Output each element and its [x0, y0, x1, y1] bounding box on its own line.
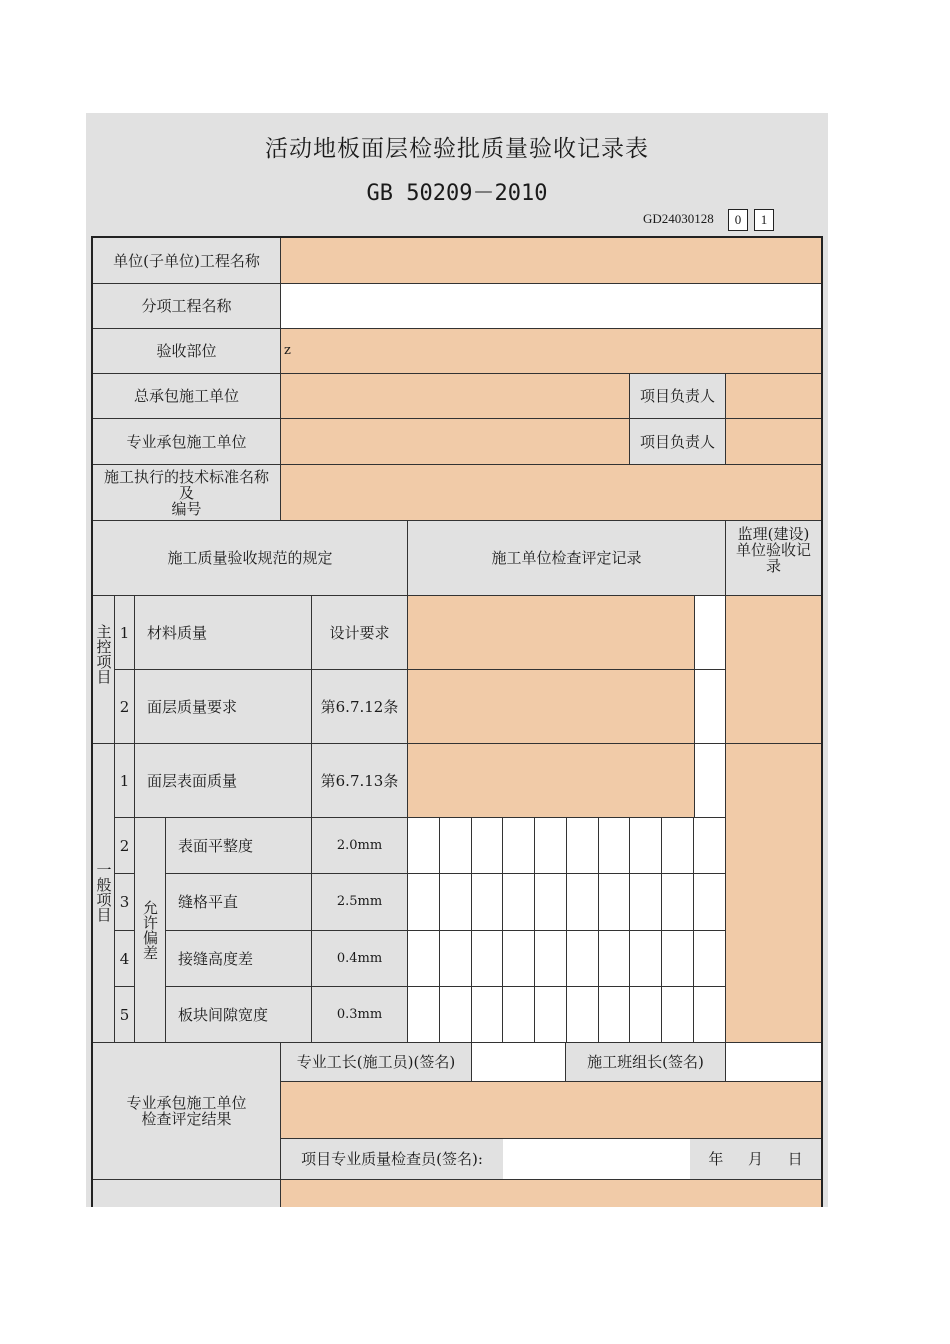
- main-item-record-extra[interactable]: [694, 670, 726, 744]
- acceptance-part-label: 验收部位: [93, 329, 281, 374]
- date-month: 月: [747, 1150, 763, 1168]
- measurement-cell[interactable]: [408, 987, 440, 1043]
- spec-header: 施工质量验收规范的规定: [93, 521, 408, 596]
- general-item-record-field[interactable]: [408, 744, 694, 818]
- result-label-line1: 专业承包施工单位: [126, 1094, 247, 1112]
- measurement-cell[interactable]: [472, 931, 503, 987]
- deviation-label: [135, 818, 166, 1043]
- standard-name-label: [93, 465, 281, 521]
- deviation-item-name: 板块间隙宽度: [166, 987, 312, 1043]
- standard-name-label-line1: 施工执行的技术标准名称: [103, 467, 269, 486]
- date-year: 年: [708, 1150, 724, 1168]
- project-manager-label-2: 项目负责人: [630, 419, 726, 465]
- measurement-cell[interactable]: [535, 874, 567, 931]
- measurement-cell[interactable]: [503, 818, 535, 874]
- measurement-cell[interactable]: [567, 818, 599, 874]
- deviation-item-name: 缝格平直: [166, 874, 312, 931]
- measurement-cell[interactable]: [599, 987, 630, 1043]
- sub-project-field[interactable]: [281, 284, 821, 329]
- measurement-cell[interactable]: [440, 874, 472, 931]
- measurement-cell[interactable]: [408, 874, 440, 931]
- project-manager-field-1[interactable]: [726, 374, 821, 419]
- measurement-cell[interactable]: [503, 987, 535, 1043]
- general-contractor-field[interactable]: [281, 374, 630, 419]
- form-code: GD24030128: [643, 211, 714, 226]
- deviation-item-spec: 2.5mm: [312, 874, 408, 931]
- measurement-cell[interactable]: [662, 987, 694, 1043]
- unit-project-field[interactable]: [281, 238, 821, 284]
- main-item-spec: 第6.7.12条: [312, 670, 408, 744]
- main-items-supervisor-field[interactable]: [726, 596, 821, 744]
- measurement-cell[interactable]: [440, 931, 472, 987]
- foreman-label: 专业工长(施工员)(签名): [281, 1043, 472, 1082]
- measurement-cell[interactable]: [503, 931, 535, 987]
- supervisor-header: [726, 521, 821, 596]
- general-items-group-label: [93, 744, 115, 1043]
- general-item-name: 面层表面质量: [135, 744, 312, 818]
- main-item-no: 2: [115, 670, 135, 744]
- sub-project-label: 分项工程名称: [93, 284, 281, 329]
- standard-name-label-line3: 编号: [171, 499, 202, 518]
- measurement-cell[interactable]: [694, 874, 726, 931]
- result-field[interactable]: [281, 1082, 821, 1139]
- record-header: 施工单位检查评定记录: [408, 521, 726, 596]
- main-item-record-field[interactable]: [408, 596, 694, 670]
- general-item-record-extra[interactable]: [694, 744, 726, 818]
- result-label-line2: 检查评定结果: [141, 1110, 232, 1128]
- measurement-cell[interactable]: [599, 818, 630, 874]
- supervisor-header-line3: 录: [765, 557, 781, 575]
- measurement-cell[interactable]: [599, 874, 630, 931]
- measurement-cell[interactable]: [472, 874, 503, 931]
- deviation-item-no: 4: [115, 931, 135, 987]
- measurement-cell[interactable]: [694, 987, 726, 1043]
- main-items-group-label: [93, 596, 115, 744]
- main-item-name: 面层质量要求: [135, 670, 312, 744]
- standard-name-field[interactable]: [281, 465, 823, 521]
- main-item-no: 1: [115, 596, 135, 670]
- general-item-no: 1: [115, 744, 135, 818]
- measurement-cell[interactable]: [440, 987, 472, 1043]
- deviation-item-name: 接缝高度差: [166, 931, 312, 987]
- deviation-item-no: 3: [115, 874, 135, 931]
- standard-name-label-line2: 及: [178, 483, 194, 502]
- deviation-item-no: 5: [115, 987, 135, 1043]
- inspector-date: [690, 1139, 821, 1180]
- measurement-cell[interactable]: [408, 818, 440, 874]
- measurement-cell[interactable]: [662, 874, 694, 931]
- measurement-cell[interactable]: [503, 874, 535, 931]
- main-item-spec: 设计要求: [312, 596, 408, 670]
- standard-number: GB 50209－2010: [366, 181, 548, 206]
- deviation-item-spec: 2.0mm: [312, 818, 408, 874]
- measurement-cell[interactable]: [440, 818, 472, 874]
- measurement-cell[interactable]: [662, 931, 694, 987]
- measurement-cell[interactable]: [599, 931, 630, 987]
- measurement-cell[interactable]: [630, 987, 662, 1043]
- measurement-cell[interactable]: [662, 818, 694, 874]
- measurement-cell[interactable]: [630, 931, 662, 987]
- specialty-contractor-label: 专业承包施工单位: [93, 419, 281, 465]
- supervisor-conclusion-label: [93, 1180, 281, 1207]
- project-manager-field-2[interactable]: [726, 419, 821, 465]
- measurement-cell[interactable]: [694, 818, 726, 874]
- general-items-group-text: 一般项目: [94, 862, 113, 922]
- measurement-cell[interactable]: [567, 931, 599, 987]
- inspector-label: 项目专业质量检查员(签名):: [281, 1139, 503, 1180]
- measurement-cell[interactable]: [630, 818, 662, 874]
- form-title: 活动地板面层检验批质量验收记录表: [265, 136, 649, 162]
- measurement-cell[interactable]: [694, 931, 726, 987]
- specialty-contractor-field[interactable]: [281, 419, 630, 465]
- deviation-item-no: 2: [115, 818, 135, 874]
- code-box-2[interactable]: 1: [754, 209, 774, 231]
- code-box-1[interactable]: 0: [728, 209, 748, 231]
- unit-project-label: 单位(子单位)工程名称: [93, 238, 281, 284]
- main-item-record-field[interactable]: [408, 670, 694, 744]
- supervisor-conclusion-field[interactable]: [281, 1180, 823, 1207]
- main-items-group-text: 主控项目: [94, 624, 113, 684]
- foreman-signature-field[interactable]: [472, 1043, 566, 1082]
- measurement-cell[interactable]: [567, 874, 599, 931]
- measurement-cell[interactable]: [535, 818, 567, 874]
- main-item-name: 材料质量: [135, 596, 312, 670]
- supervisor-header-line2: 单位验收记: [735, 541, 811, 559]
- measurement-cell[interactable]: [535, 987, 567, 1043]
- team-leader-signature-field[interactable]: [726, 1043, 821, 1082]
- general-item-spec: 第6.7.13条: [312, 744, 408, 818]
- deviation-label-text: 允许偏差: [141, 900, 159, 960]
- project-manager-label-1: 项目负责人: [630, 374, 726, 419]
- main-item-record-extra[interactable]: [694, 596, 726, 670]
- general-contractor-label: 总承包施工单位: [93, 374, 281, 419]
- date-day: 日: [787, 1150, 803, 1168]
- measurement-cell[interactable]: [567, 987, 599, 1043]
- measurement-cell[interactable]: [408, 931, 440, 987]
- inspector-signature-field[interactable]: [503, 1139, 690, 1180]
- supervisor-header-line1: 监理(建设): [737, 525, 810, 543]
- deviation-item-spec: 0.3mm: [312, 987, 408, 1043]
- measurement-cell[interactable]: [472, 818, 503, 874]
- team-leader-label: 施工班组长(签名): [566, 1043, 726, 1082]
- deviation-item-spec: 0.4mm: [312, 931, 408, 987]
- measurement-cell[interactable]: [630, 874, 662, 931]
- result-label: [93, 1043, 281, 1180]
- general-items-supervisor-field[interactable]: [726, 744, 821, 1043]
- measurement-cell[interactable]: [535, 931, 567, 987]
- measurement-cell[interactable]: [472, 987, 503, 1043]
- deviation-item-name: 表面平整度: [166, 818, 312, 874]
- acceptance-part-field[interactable]: z: [281, 329, 821, 374]
